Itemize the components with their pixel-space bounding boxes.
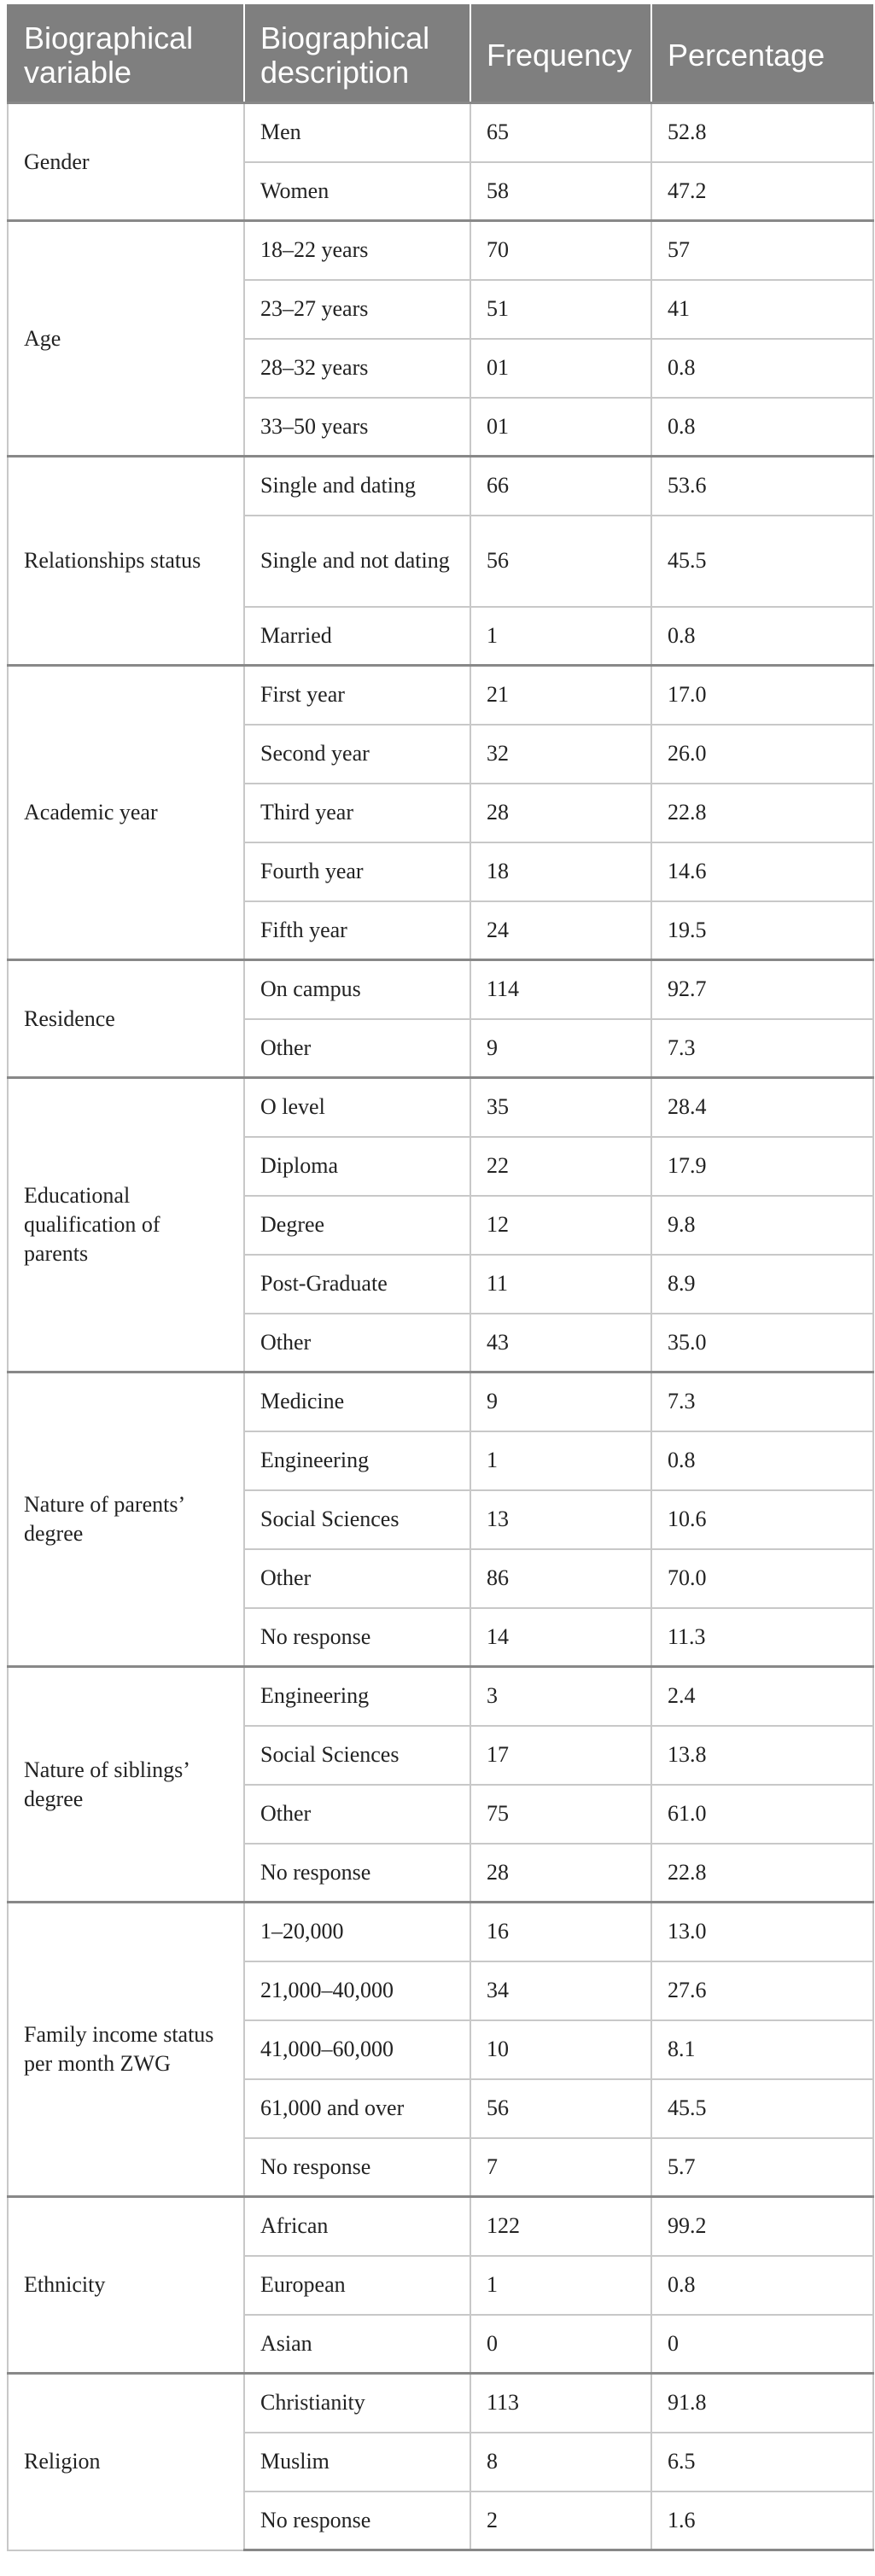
percentage-cell: 61.0 — [651, 1785, 873, 1844]
description-cell: Medicine — [244, 1373, 470, 1431]
biographical-variable-cell: Age — [8, 221, 244, 457]
frequency-cell: 66 — [470, 457, 651, 516]
table-row — [8, 2374, 873, 2433]
percentage-cell: 0.8 — [651, 398, 873, 457]
table-body — [8, 103, 873, 2550]
percentage-cell: 52.8 — [651, 103, 873, 162]
frequency-cell: 8 — [470, 2433, 651, 2491]
biographical-variable-cell: Ethnicity — [8, 2197, 244, 2374]
frequency-cell: 24 — [470, 901, 651, 960]
percentage-cell: 14.6 — [651, 842, 873, 901]
table-header — [8, 4, 873, 103]
frequency-cell: 12 — [470, 1196, 651, 1255]
description-cell: Other — [244, 1019, 470, 1078]
table-row — [8, 221, 873, 280]
table-row — [8, 666, 873, 725]
frequency-cell: 17 — [470, 1726, 651, 1785]
biographical-variable-cell: Nature of siblings’ degree — [8, 1667, 244, 1903]
description-cell: Married — [244, 607, 470, 666]
description-cell: Christianity — [244, 2374, 470, 2433]
percentage-cell: 11.3 — [651, 1608, 873, 1667]
description-cell: Post-Graduate — [244, 1255, 470, 1314]
biographical-variable-cell: Gender — [8, 103, 244, 221]
description-cell: On campus — [244, 960, 470, 1019]
frequency-cell: 28 — [470, 1844, 651, 1903]
percentage-cell: 17.9 — [651, 1137, 873, 1196]
percentage-cell: 7.3 — [651, 1373, 873, 1431]
description-cell: Fifth year — [244, 901, 470, 960]
frequency-cell: 13 — [470, 1490, 651, 1549]
frequency-cell: 18 — [470, 842, 651, 901]
percentage-cell: 1.6 — [651, 2491, 873, 2550]
description-cell: No response — [244, 2138, 470, 2197]
description-cell: Third year — [244, 784, 470, 842]
percentage-cell: 5.7 — [651, 2138, 873, 2197]
document-page — [7, 4, 872, 2551]
table-row — [8, 103, 873, 162]
description-cell: Asian — [244, 2315, 470, 2374]
frequency-cell: 28 — [470, 784, 651, 842]
percentage-cell: 13.8 — [651, 1726, 873, 1785]
header-biographical-description: Biographical description — [244, 4, 470, 103]
percentage-cell: 57 — [651, 221, 873, 280]
description-cell: No response — [244, 1608, 470, 1667]
percentage-cell: 26.0 — [651, 725, 873, 784]
frequency-cell: 70 — [470, 221, 651, 280]
description-cell: No response — [244, 2491, 470, 2550]
biographical-variable-cell: Family income status per month ZWG — [8, 1903, 244, 2197]
table-row — [8, 1667, 873, 1726]
table-row — [8, 1373, 873, 1431]
description-cell: 33–50 years — [244, 398, 470, 457]
percentage-cell: 99.2 — [651, 2197, 873, 2256]
frequency-cell: 114 — [470, 960, 651, 1019]
description-cell: First year — [244, 666, 470, 725]
frequency-cell: 56 — [470, 516, 651, 607]
description-cell: Fourth year — [244, 842, 470, 901]
table-row — [8, 1903, 873, 1961]
description-cell: Degree — [244, 1196, 470, 1255]
description-cell: Single and not dating — [244, 516, 470, 607]
frequency-cell: 9 — [470, 1019, 651, 1078]
percentage-cell: 41 — [651, 280, 873, 339]
frequency-cell: 7 — [470, 2138, 651, 2197]
biographical-variable-cell: Religion — [8, 2374, 244, 2550]
percentage-cell: 6.5 — [651, 2433, 873, 2491]
description-cell: European — [244, 2256, 470, 2315]
percentage-cell: 28.4 — [651, 1078, 873, 1137]
frequency-cell: 14 — [470, 1608, 651, 1667]
frequency-cell: 58 — [470, 162, 651, 221]
description-cell: No response — [244, 1844, 470, 1903]
frequency-cell: 35 — [470, 1078, 651, 1137]
description-cell: Diploma — [244, 1137, 470, 1196]
percentage-cell: 70.0 — [651, 1549, 873, 1608]
table-row — [8, 960, 873, 1019]
percentage-cell: 22.8 — [651, 1844, 873, 1903]
percentage-cell: 19.5 — [651, 901, 873, 960]
percentage-cell: 8.1 — [651, 2020, 873, 2079]
description-cell: 21,000–40,000 — [244, 1961, 470, 2020]
percentage-cell: 7.3 — [651, 1019, 873, 1078]
percentage-cell: 45.5 — [651, 516, 873, 607]
percentage-cell: 13.0 — [651, 1903, 873, 1961]
frequency-cell: 0 — [470, 2315, 651, 2374]
biographical-variable-cell: Educational qualification of parents — [8, 1078, 244, 1373]
frequency-cell: 32 — [470, 725, 651, 784]
frequency-cell: 113 — [470, 2374, 651, 2433]
percentage-cell: 10.6 — [651, 1490, 873, 1549]
header-biographical-variable: Biographical variable — [8, 4, 244, 103]
description-cell: 61,000 and over — [244, 2079, 470, 2138]
description-cell: Women — [244, 162, 470, 221]
description-cell: Second year — [244, 725, 470, 784]
percentage-cell: 35.0 — [651, 1314, 873, 1373]
description-cell: Engineering — [244, 1431, 470, 1490]
biographical-data-table — [7, 4, 874, 2551]
percentage-cell: 0.8 — [651, 1431, 873, 1490]
frequency-cell: 56 — [470, 2079, 651, 2138]
description-cell: 41,000–60,000 — [244, 2020, 470, 2079]
frequency-cell: 86 — [470, 1549, 651, 1608]
percentage-cell: 0.8 — [651, 339, 873, 398]
percentage-cell: 27.6 — [651, 1961, 873, 2020]
frequency-cell: 21 — [470, 666, 651, 725]
description-cell: Other — [244, 1785, 470, 1844]
frequency-cell: 65 — [470, 103, 651, 162]
description-cell: Single and dating — [244, 457, 470, 516]
description-cell: Muslim — [244, 2433, 470, 2491]
frequency-cell: 10 — [470, 2020, 651, 2079]
description-cell: 23–27 years — [244, 280, 470, 339]
description-cell: 18–22 years — [244, 221, 470, 280]
percentage-cell: 53.6 — [651, 457, 873, 516]
frequency-cell: 34 — [470, 1961, 651, 2020]
frequency-cell: 1 — [470, 2256, 651, 2315]
description-cell: Engineering — [244, 1667, 470, 1726]
biographical-variable-cell: Academic year — [8, 666, 244, 960]
percentage-cell: 47.2 — [651, 162, 873, 221]
description-cell: Social Sciences — [244, 1726, 470, 1785]
frequency-cell: 01 — [470, 398, 651, 457]
header-percentage: Percentage — [651, 4, 873, 103]
biographical-variable-cell: Residence — [8, 960, 244, 1078]
frequency-cell: 1 — [470, 607, 651, 666]
percentage-cell: 17.0 — [651, 666, 873, 725]
frequency-cell: 75 — [470, 1785, 651, 1844]
percentage-cell: 9.8 — [651, 1196, 873, 1255]
description-cell: African — [244, 2197, 470, 2256]
percentage-cell: 22.8 — [651, 784, 873, 842]
percentage-cell: 0.8 — [651, 607, 873, 666]
frequency-cell: 11 — [470, 1255, 651, 1314]
frequency-cell: 51 — [470, 280, 651, 339]
frequency-cell: 3 — [470, 1667, 651, 1726]
description-cell: 1–20,000 — [244, 1903, 470, 1961]
percentage-cell: 91.8 — [651, 2374, 873, 2433]
biographical-variable-cell: Nature of parents’ degree — [8, 1373, 244, 1667]
frequency-cell: 22 — [470, 1137, 651, 1196]
header-row — [8, 4, 873, 103]
description-cell: Other — [244, 1314, 470, 1373]
percentage-cell: 8.9 — [651, 1255, 873, 1314]
percentage-cell: 2.4 — [651, 1667, 873, 1726]
header-frequency: Frequency — [470, 4, 651, 103]
frequency-cell: 9 — [470, 1373, 651, 1431]
percentage-cell: 45.5 — [651, 2079, 873, 2138]
table-row — [8, 457, 873, 516]
table-row — [8, 2197, 873, 2256]
percentage-cell: 0 — [651, 2315, 873, 2374]
frequency-cell: 16 — [470, 1903, 651, 1961]
frequency-cell: 2 — [470, 2491, 651, 2550]
table-row — [8, 1078, 873, 1137]
description-cell: 28–32 years — [244, 339, 470, 398]
description-cell: O level — [244, 1078, 470, 1137]
description-cell: Other — [244, 1549, 470, 1608]
description-cell: Men — [244, 103, 470, 162]
frequency-cell: 1 — [470, 1431, 651, 1490]
frequency-cell: 43 — [470, 1314, 651, 1373]
percentage-cell: 0.8 — [651, 2256, 873, 2315]
biographical-variable-cell: Relationships status — [8, 457, 244, 666]
percentage-cell: 92.7 — [651, 960, 873, 1019]
description-cell: Social Sciences — [244, 1490, 470, 1549]
frequency-cell: 122 — [470, 2197, 651, 2256]
frequency-cell: 01 — [470, 339, 651, 398]
